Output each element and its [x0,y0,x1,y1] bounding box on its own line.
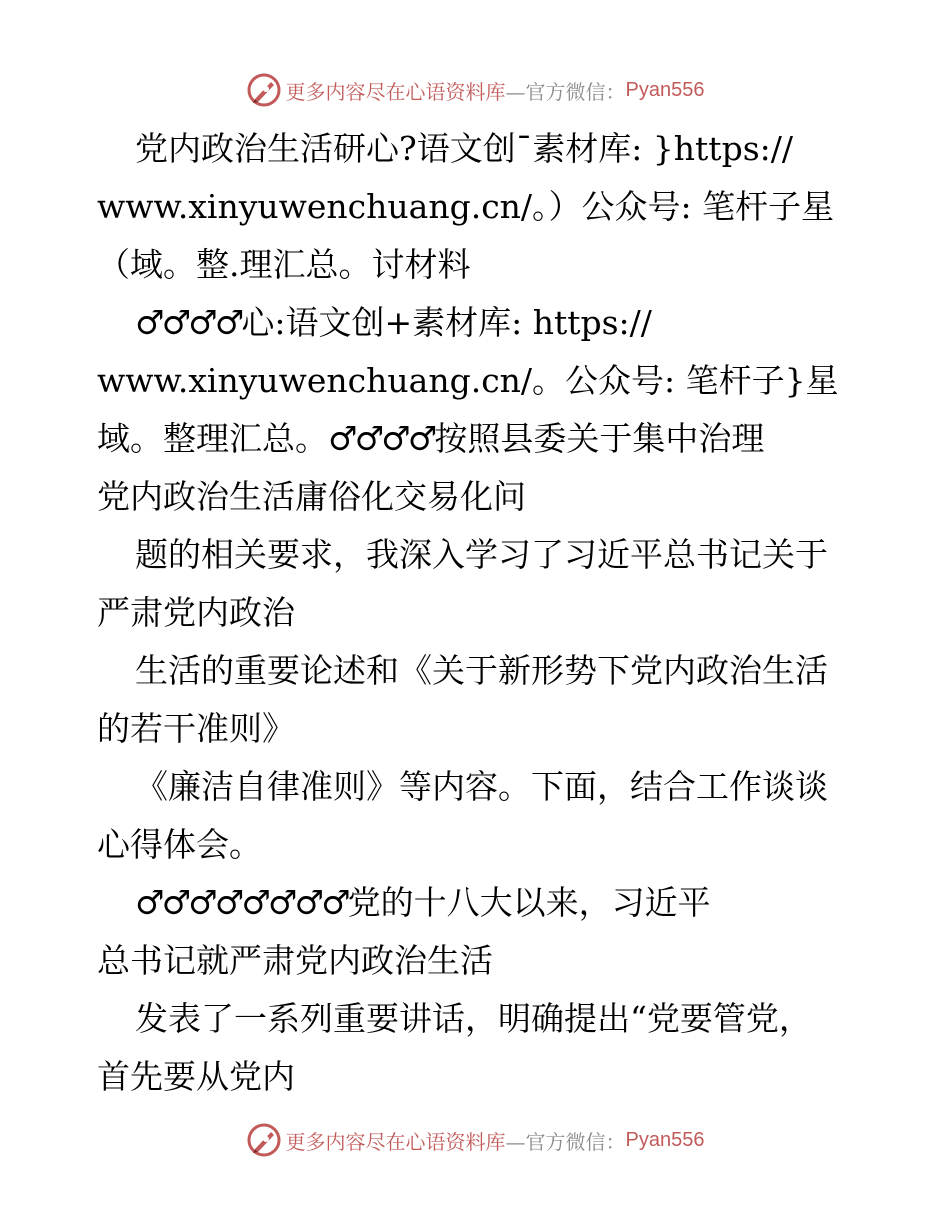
line-text: 《廉洁自律准则》等内容。下面，结合工作谈谈 [135,767,828,806]
line-text: 生活的重要论述和《关于新形势下党内政治生活 [135,651,828,690]
text-line [97,294,867,352]
text-line [97,932,867,990]
text-line [97,700,867,758]
text-line [97,758,867,816]
text-line [97,178,867,236]
text-line [97,584,867,642]
line-text: 按照县委关于集中治理 [434,419,765,458]
line-text: www.xinyuwenchuang.cn/。公众号: 笔杆子}星 [97,361,839,400]
footer-brand-text: 更多内容尽在心语资料库 [285,1129,506,1154]
pen-logo-icon [246,1122,282,1158]
footer-wechat-id: Pyan556 [625,1128,705,1151]
line-text: 党内政治生活研心?语文创¯素材库: }https:// [135,129,793,168]
header-wechat-id: Pyan556 [625,78,705,101]
line-text: 严肃党内政治 [97,593,295,632]
text-line [97,410,867,468]
line-text: www.xinyuwenchuang.cn/。）公众号: 笔杆子星 [97,187,835,226]
text-line [97,990,867,1048]
line-text: 党的十八大以来，习近平 [347,883,711,922]
line-text: 域。整理汇总。 [97,419,328,458]
text-line [97,816,867,874]
line-text: 总书记就严肃党内政治生活 [97,941,493,980]
header-contact-text: —官方微信： [505,79,626,104]
line-text: 题的相关要求，我深入学习了习近平总书记关于 [135,535,828,574]
footer-watermark [0,1120,950,1160]
text-line [97,468,867,526]
ornament-glyphs: ♂♂♂♂♂♂♂♂ [135,883,348,922]
ornament-glyphs: ♂♂♂♂ [328,419,435,458]
text-line [97,236,867,294]
header-watermark [0,70,950,110]
text-line [97,874,867,932]
line-text: 的若干准则》 [97,709,295,748]
line-text: 首先要从党内 [97,1057,295,1096]
pen-logo-icon [246,72,282,108]
ornament-glyphs: ♂♂♂♂ [135,303,242,342]
text-line [97,120,867,178]
header-brand-text: 更多内容尽在心语资料库 [285,79,506,104]
text-line [97,526,867,584]
text-line [97,352,867,410]
line-text: 心:语文创+素材库: https:// [241,303,652,342]
line-text: 心得体会。 [97,825,262,864]
line-text: 发表了一系列重要讲话，明确提出“党要管党， [135,999,812,1038]
line-text: 党内政治生活庸俗化交易化问 [97,477,526,516]
line-text: （域。整.理汇总。讨材料 [97,245,471,284]
document-body [97,120,867,1106]
footer-contact-text: —官方微信： [505,1129,626,1154]
text-line [97,1048,867,1106]
text-line [97,642,867,700]
